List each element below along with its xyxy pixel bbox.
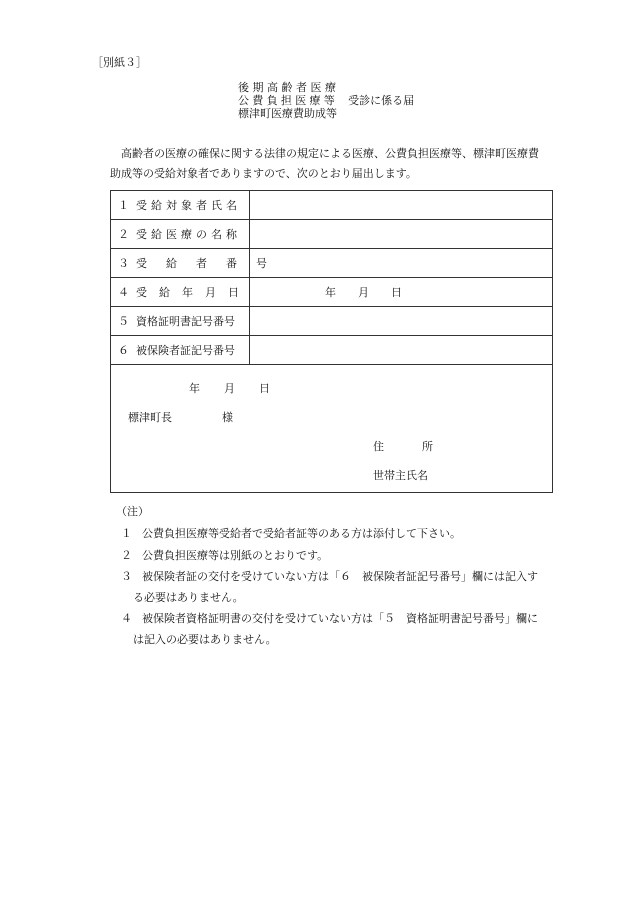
address-label-2: 所 <box>422 440 433 453</box>
note-text: 公費負担医療等受給者で受給者証等のある方は添付して下さい。 <box>142 527 461 540</box>
note-item <box>121 546 566 567</box>
month-label: 月 <box>358 286 369 299</box>
note-continuation: る必要はありません。 <box>133 590 244 604</box>
row-number: ３ <box>118 257 129 270</box>
notes-list <box>121 524 566 651</box>
month-label: 月 <box>224 382 235 395</box>
row-label: 受給者番号 <box>136 257 286 270</box>
form-row-recipient-number <box>111 249 553 278</box>
form-label-cell <box>111 307 250 336</box>
row-number: ４ <box>118 286 129 299</box>
medical-care-name-field[interactable] <box>250 220 553 249</box>
row-number: １ <box>118 199 129 212</box>
title-line-2 <box>238 94 414 107</box>
honorific-label: 様 <box>222 411 233 424</box>
day-label: 日 <box>391 286 402 299</box>
certificate-number-field[interactable] <box>250 307 553 336</box>
row-label: 資格証明書記号番号 <box>136 315 235 328</box>
head-of-household-field[interactable]: 世帯主氏名 <box>373 469 428 482</box>
address-label-1: 住 <box>373 440 384 453</box>
form-row-certificate-number <box>111 307 553 336</box>
note-text: 被保険者資格証明書の交付を受けていない方は「５ 資格証明書記号番号」欄に <box>142 612 538 625</box>
note-number: １ <box>121 527 132 540</box>
row-label: 受給年月日 <box>136 286 251 299</box>
note-number: ４ <box>121 612 132 625</box>
receipt-date-field[interactable] <box>250 278 553 307</box>
submission-date[interactable] <box>189 380 270 396</box>
row-label: 被保険者証記号番号 <box>136 344 235 357</box>
form-row-insurance-card-number <box>111 336 553 365</box>
insurance-card-number-field[interactable] <box>250 336 553 365</box>
day-label: 日 <box>259 382 270 395</box>
title-line-2-main: 公費負担医療等 <box>238 94 339 107</box>
form-row-medical-care-name <box>111 220 553 249</box>
intro-line-1: 高齢者の医療の確保に関する法律の規定による医療、公費負担医療等、標津町医療費 <box>121 147 539 160</box>
note-item <box>121 609 566 650</box>
annex-label: ［別紙３］ <box>92 56 147 69</box>
title-line-3: 標津町医療費助成等 <box>238 107 337 120</box>
address-field[interactable] <box>373 438 433 454</box>
addressee <box>128 409 233 425</box>
title-line-1: 後期高齢者医療 <box>238 81 340 94</box>
intro-paragraph <box>110 144 556 184</box>
form-label-cell <box>111 278 250 307</box>
row-label: 受給医療の名称 <box>136 228 241 241</box>
note-text: 公費負担医療等は別紙のとおりです。 <box>142 548 329 562</box>
year-label: 年 <box>325 286 336 299</box>
note-number: ２ <box>121 548 132 562</box>
mayor-label: 標津町長 <box>128 411 172 424</box>
note-item <box>121 524 566 545</box>
recipient-number-field[interactable] <box>250 249 553 278</box>
signature-box <box>110 365 553 493</box>
note-continuation: は記入の必要はありません。 <box>133 632 277 646</box>
intro-line-2: 助成等の受給対象者でありますので、次のとおり届出します。 <box>110 167 417 180</box>
form-label-cell <box>111 249 286 278</box>
title-line-2-suffix: 受診に係る届 <box>348 94 415 107</box>
note-item <box>121 567 566 608</box>
form-row-receipt-date <box>111 278 553 307</box>
form-label-cell <box>111 191 250 220</box>
notes-heading: （注） <box>116 505 149 518</box>
row-number: ２ <box>118 228 129 241</box>
notification-form-table <box>110 190 553 365</box>
form-label-cell <box>111 220 250 249</box>
note-text: 被保険者証の交付を受けていない方は「６ 被保険者証記号番号」欄には記入す <box>142 570 538 583</box>
note-number: ３ <box>121 570 132 583</box>
row-number: ５ <box>118 315 129 328</box>
row-label: 受給対象者氏名 <box>136 199 241 212</box>
recipient-name-field[interactable] <box>250 191 553 220</box>
year-label: 年 <box>189 382 200 395</box>
row-number: ６ <box>118 344 129 357</box>
form-label-cell <box>111 336 250 365</box>
form-row-recipient-name <box>111 191 553 220</box>
